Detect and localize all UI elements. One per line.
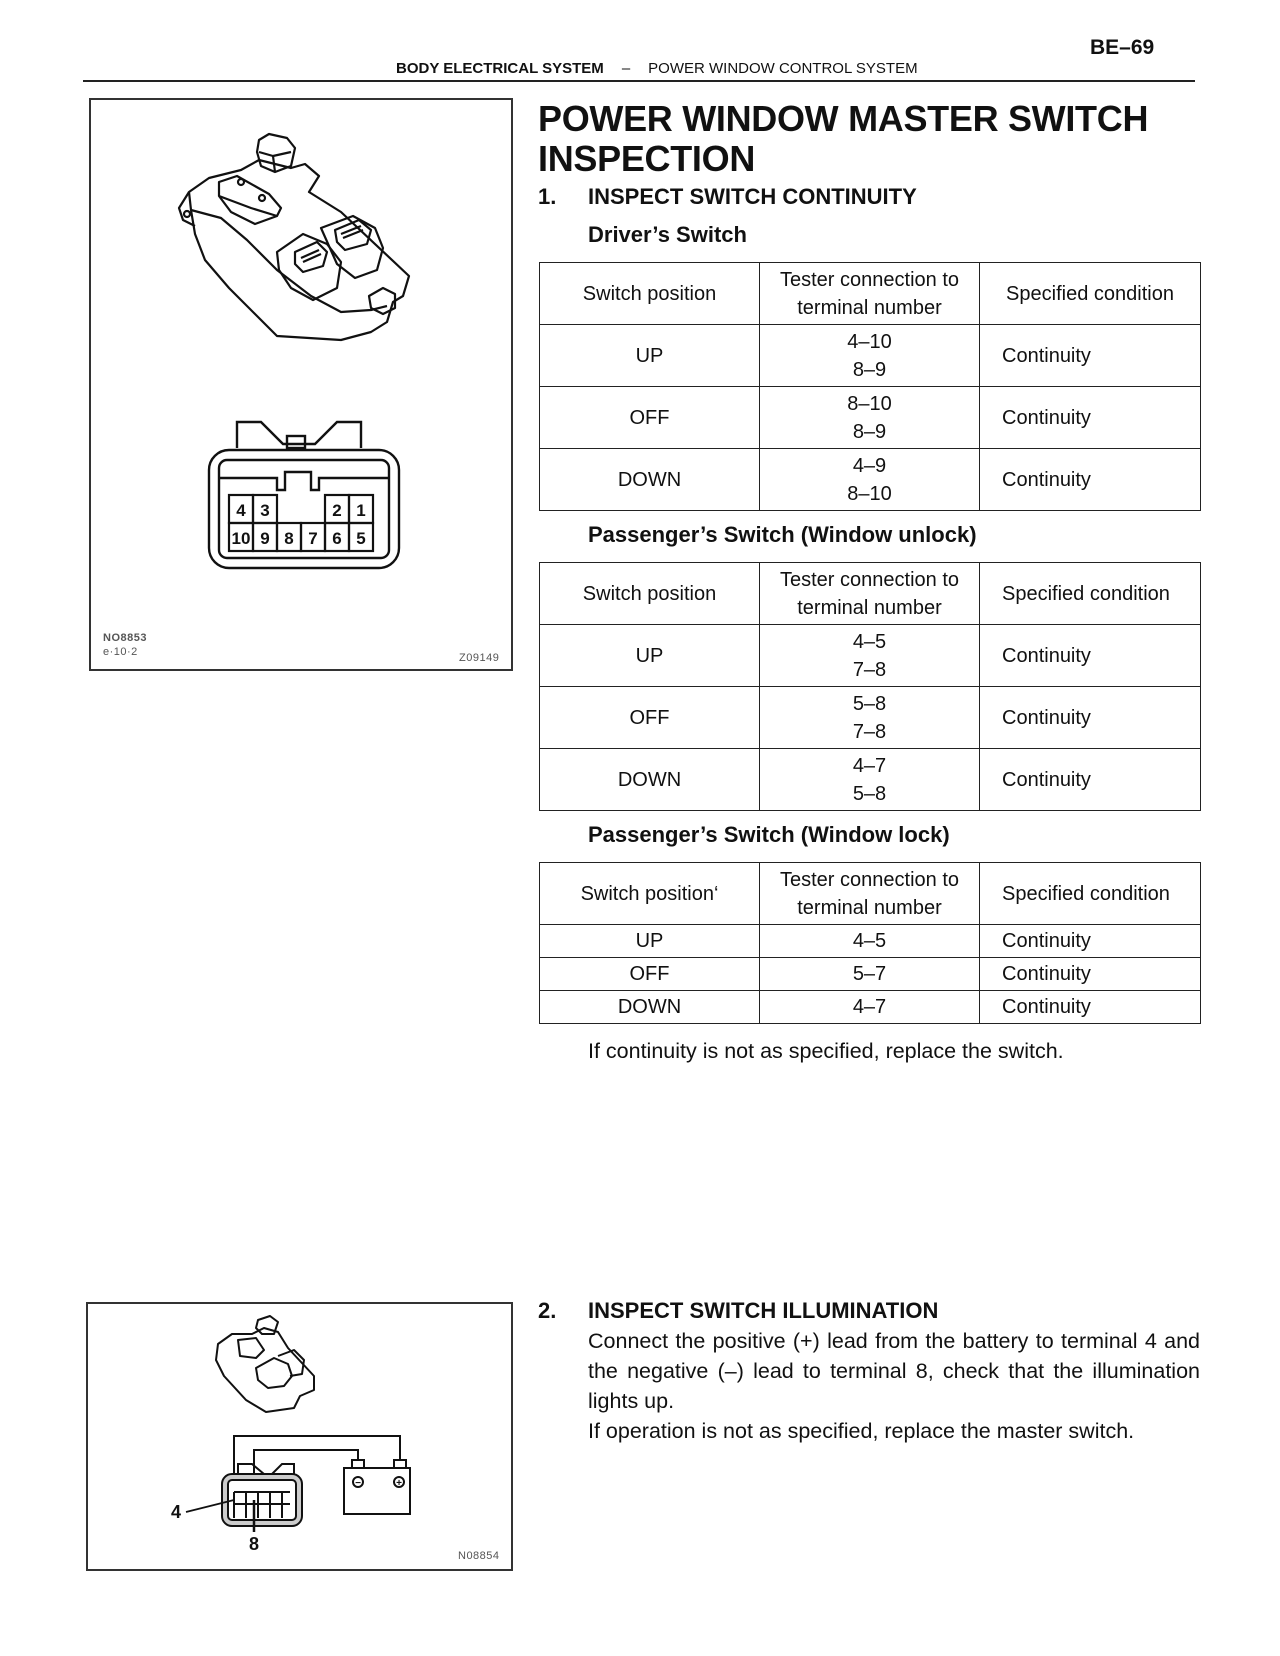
running-head <box>396 60 918 77</box>
terminal-4: 4 <box>236 501 246 520</box>
continuity-note: If continuity is not as specified, replace the switch. <box>588 1039 1064 1063</box>
switch-position: OFF <box>540 387 760 449</box>
terminal-connections: 4–7 5–8 <box>760 749 980 811</box>
figure-master-switch-connector <box>89 98 513 671</box>
column-header: Tester connection to terminal number <box>760 263 980 325</box>
specified-condition: Continuity <box>980 958 1201 991</box>
table-row <box>540 991 1201 1024</box>
step-title: INSPECT SWITCH ILLUMINATION <box>588 1298 939 1323</box>
switch-position: OFF <box>540 958 760 991</box>
switch-position: OFF <box>540 687 760 749</box>
passenger-unlock-table <box>539 562 1201 811</box>
terminal-7: 7 <box>308 529 318 548</box>
switch-position: UP <box>540 925 760 958</box>
passenger-lock-heading: Passenger’s Switch (Window lock) <box>588 822 950 847</box>
specified-condition: Continuity <box>980 925 1201 958</box>
table-row <box>540 749 1201 811</box>
terminal-connections: 8–10 8–9 <box>760 387 980 449</box>
label-terminal-4: 4 <box>170 1502 182 1522</box>
master-switch-illustration-icon <box>91 100 511 670</box>
table-row <box>540 958 1201 991</box>
terminal-8: 8 <box>284 529 294 548</box>
column-header: Switch position‘ <box>540 863 760 925</box>
terminal-connections: 5–7 <box>760 958 980 991</box>
terminal-9: 9 <box>260 529 270 548</box>
step-title: INSPECT SWITCH CONTINUITY <box>588 184 917 209</box>
specified-condition: Continuity <box>980 387 1201 449</box>
column-header: Specified condition <box>980 263 1201 325</box>
terminal-1: 1 <box>356 501 366 520</box>
table-row <box>540 387 1201 449</box>
terminal-connections: 5–8 7–8 <box>760 687 980 749</box>
battery-positive-terminal: + <box>396 1478 402 1489</box>
battery-negative-terminal: − <box>355 1478 361 1489</box>
system-name: BODY ELECTRICAL SYSTEM <box>396 60 604 77</box>
passenger-lock-table <box>539 862 1201 1024</box>
terminal-connections: 4–5 <box>760 925 980 958</box>
figure-id: Z09149 <box>459 652 500 664</box>
switch-position: UP <box>540 625 760 687</box>
terminal-connections: 4–7 <box>760 991 980 1024</box>
header-rule <box>83 80 1195 82</box>
terminal-10: 10 <box>231 529 251 548</box>
column-header: Tester connection to terminal number <box>760 863 980 925</box>
terminal-connections: 4–9 8–10 <box>760 449 980 511</box>
label-terminal-8: 8 <box>248 1534 260 1554</box>
switch-position: UP <box>540 325 760 387</box>
specified-condition: Continuity <box>980 687 1201 749</box>
figure-id: N08854 <box>458 1550 500 1562</box>
table-row <box>540 449 1201 511</box>
step-2-heading <box>538 1298 938 1324</box>
drivers-switch-heading: Driver’s Switch <box>588 222 747 247</box>
specified-condition: Continuity <box>980 749 1201 811</box>
terminal-connections: 4–5 7–8 <box>760 625 980 687</box>
page-title: POWER WINDOW MASTER SWITCH INSPECTION <box>538 98 1149 179</box>
illumination-instructions: Connect the positive (+) lead from the battery to terminal 4 and the negative (–) lead to terminal 8, check that the illumination lights up. <box>588 1329 1200 1413</box>
step-number: 2. <box>538 1298 557 1323</box>
terminal-connections: 4–10 8–9 <box>760 325 980 387</box>
step-1-heading <box>538 184 917 210</box>
column-header: Switch position <box>540 563 760 625</box>
table-row <box>540 325 1201 387</box>
illumination-wiring-diagram-icon <box>88 1304 511 1569</box>
drivers-switch-table <box>539 262 1201 511</box>
header-separator: – <box>621 60 631 77</box>
figure-code: NO8853 <box>103 632 147 644</box>
column-header: Specified condition <box>980 863 1201 925</box>
figure-illumination-test <box>86 1302 513 1571</box>
specified-condition: Continuity <box>980 991 1201 1024</box>
specified-condition: Continuity <box>980 625 1201 687</box>
specified-condition: Continuity <box>980 325 1201 387</box>
illumination-note: If operation is not as specified, replace the master switch. <box>588 1419 1135 1443</box>
page-number: BE–69 <box>1090 36 1155 59</box>
terminal-2: 2 <box>332 501 342 520</box>
terminal-3: 3 <box>260 501 270 520</box>
connector-terminal-grid <box>229 495 373 551</box>
column-header: Switch position <box>540 263 760 325</box>
switch-position: DOWN <box>540 449 760 511</box>
specified-condition: Continuity <box>980 449 1201 511</box>
switch-position: DOWN <box>540 991 760 1024</box>
section-name: POWER WINDOW CONTROL SYSTEM <box>648 60 918 77</box>
table-row <box>540 625 1201 687</box>
terminal-5: 5 <box>356 529 366 548</box>
passenger-unlock-heading: Passenger’s Switch (Window unlock) <box>588 522 977 547</box>
step-number: 1. <box>538 184 557 209</box>
table-row <box>540 687 1201 749</box>
figure-code-sub: e·10·2 <box>103 646 138 658</box>
column-header: Tester connection to terminal number <box>760 563 980 625</box>
switch-position: DOWN <box>540 749 760 811</box>
column-header: Specified condition <box>980 563 1201 625</box>
terminal-6: 6 <box>332 529 342 548</box>
table-row <box>540 925 1201 958</box>
